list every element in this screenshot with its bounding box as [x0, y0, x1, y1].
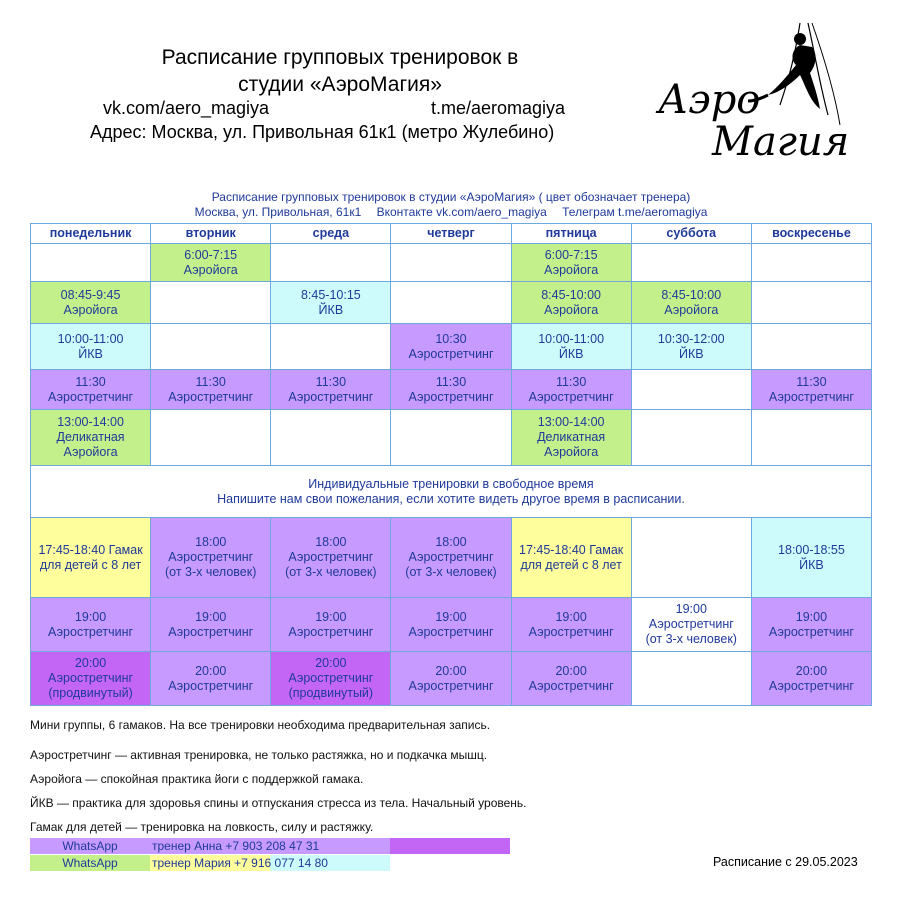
- session-text: 13:00-14:00: [57, 415, 124, 429]
- schedule-cell[interactable]: [271, 282, 391, 324]
- session-text: ЙКВ: [318, 302, 344, 317]
- schedule-row: [31, 518, 872, 598]
- session-text: Аэростретчинг: [48, 671, 134, 685]
- schedule-cell: [631, 370, 751, 410]
- session-text: 19:00: [555, 609, 587, 624]
- schedule-cell[interactable]: [391, 370, 511, 410]
- schedule-cell[interactable]: [391, 518, 511, 598]
- session-text: (от 3-х человек): [405, 565, 497, 579]
- schedule-cell[interactable]: [31, 410, 151, 466]
- vk-link[interactable]: vk.com/aero_magiya: [103, 98, 270, 118]
- caption-vk: Вконтакте vk.com/aero_magiya: [376, 205, 547, 219]
- session-text: Аэростретчинг: [648, 617, 734, 631]
- session-text: (продвинутый): [48, 686, 133, 700]
- session-text: Аэростретчинг: [288, 624, 374, 639]
- session-text: Аэройога: [63, 445, 118, 459]
- session-text: 6:00-7:15: [544, 247, 598, 262]
- session-text: 20:00: [315, 656, 347, 670]
- session-text: Аэростретчинг: [168, 624, 254, 639]
- legend-ykv: ЙКВ — практика для здоровья спины и отпускания стресса из тела. Начальный уровень.: [30, 796, 527, 810]
- session-text: Аэростретчинг: [528, 624, 614, 639]
- schedule-cell[interactable]: [751, 598, 871, 652]
- trainer-anna-phone[interactable]: тренер Анна +7 903 208 47 31: [152, 839, 320, 853]
- schedule-cell: [631, 518, 751, 598]
- session-text: Аэростретчинг: [408, 346, 494, 361]
- schedule-cell[interactable]: [511, 244, 631, 282]
- session-text: (от 3-х человек): [165, 565, 257, 579]
- trainer-maria-phone[interactable]: тренер Мария +7 916 077 14 80: [152, 856, 328, 870]
- session-text: (от 3-х человек): [285, 565, 377, 579]
- schedule-cell[interactable]: [151, 598, 271, 652]
- session-text: Аэростретчинг: [768, 389, 854, 404]
- session-text: 11:30: [75, 374, 106, 389]
- title-line-1: Расписание групповых тренировок в: [161, 46, 519, 69]
- whatsapp-maria-label[interactable]: WhatsApp: [62, 856, 118, 870]
- session-text: 8:45-10:15: [300, 287, 361, 302]
- logo-text-aero: Аэро: [658, 77, 761, 123]
- schedule-cell[interactable]: [271, 370, 391, 410]
- schedule-cell: [751, 282, 871, 324]
- session-text: 11:30: [555, 374, 587, 389]
- session-text: Аэростретчинг: [768, 678, 854, 693]
- session-text: Аэростретчинг: [408, 389, 494, 404]
- day-header: пятница: [511, 224, 631, 244]
- legend-kids: Гамак для детей — тренировка на ловкость, силу и растяжку.: [30, 820, 374, 834]
- schedule-cell: [151, 282, 271, 324]
- schedule-cell[interactable]: [151, 244, 271, 282]
- schedule-cell: [631, 244, 751, 282]
- session-text: Аэростретчинг: [48, 389, 134, 404]
- session-text: 18:00-18:55: [778, 542, 845, 557]
- legend-mini: Мини группы, 6 гамаков. На все тренировки необходима предварительная запись.: [30, 718, 491, 732]
- session-text: Аэростретчинг: [408, 678, 494, 693]
- session-text: для детей с 8 лет: [520, 557, 622, 572]
- schedule-cell[interactable]: [511, 324, 631, 370]
- schedule-cell[interactable]: [511, 410, 631, 466]
- session-text: 6:00-7:15: [184, 247, 238, 262]
- schedule-cell: [31, 244, 151, 282]
- schedule-cell: [271, 244, 391, 282]
- session-text: Аэростретчинг: [408, 624, 494, 639]
- session-text: Аэростретчинг: [288, 671, 374, 685]
- schedule-cell[interactable]: [511, 370, 631, 410]
- schedule-cell[interactable]: [511, 282, 631, 324]
- session-text: Аэростретчинг: [408, 550, 494, 564]
- schedule-cell[interactable]: [31, 598, 151, 652]
- legend-aeroyoga: Аэройога — спокойная практика йоги с поддержкой гамака.: [30, 772, 364, 786]
- session-text: Аэростретчинг: [768, 624, 854, 639]
- session-text: Деликатная: [56, 430, 125, 444]
- day-header: вторник: [151, 224, 271, 244]
- legend-aerostretch: Аэростретчинг — активная тренировка, не только растяжка, но и подкачка мышц.: [30, 748, 488, 762]
- session-text: Аэростретчинг: [48, 624, 134, 639]
- session-text: Аэройога: [544, 262, 599, 277]
- schedule-cell[interactable]: [31, 282, 151, 324]
- schedule-cell[interactable]: [751, 370, 871, 410]
- schedule-cell[interactable]: [271, 598, 391, 652]
- session-text: 11:30: [195, 374, 226, 389]
- session-text: 20:00: [435, 663, 467, 678]
- session-text: 19:00: [675, 602, 707, 616]
- schedule-cell[interactable]: [391, 598, 511, 652]
- schedule-cell: [271, 410, 391, 466]
- session-text: 20:00: [74, 656, 107, 670]
- day-header: понедельник: [31, 224, 151, 244]
- session-text: Аэройога: [544, 445, 599, 459]
- session-text: 17:45-18:40 Гамак: [38, 542, 143, 557]
- schedule-cell[interactable]: [631, 282, 751, 324]
- session-text: Аэростретчинг: [168, 678, 254, 693]
- session-text: 11:30: [796, 374, 827, 389]
- session-text: 19:00: [74, 609, 107, 624]
- schedule-row: [31, 324, 872, 370]
- individual-note-row: [31, 466, 872, 518]
- schedule-row: [31, 370, 872, 410]
- session-text: 10:30: [435, 331, 467, 346]
- schedule-row: [31, 282, 872, 324]
- session-text: Аэростретчинг: [168, 389, 254, 404]
- schedule-cell[interactable]: [391, 324, 511, 370]
- session-text: 8:45-10:00: [541, 287, 602, 302]
- session-text: Деликатная: [537, 430, 606, 444]
- schedule-caption-contacts: [30, 205, 872, 220]
- day-header: четверг: [391, 224, 511, 244]
- schedule-cell[interactable]: [631, 598, 751, 652]
- individual-note: [31, 466, 872, 518]
- session-text: ЙКВ: [78, 346, 103, 361]
- schedule-row: [31, 244, 872, 282]
- session-text: Аэройога: [63, 302, 118, 317]
- schedule-cell[interactable]: [511, 518, 631, 598]
- schedule-cell: [631, 410, 751, 466]
- schedule-cell[interactable]: [391, 652, 511, 706]
- session-text: для детей с 8 лет: [39, 557, 142, 572]
- telegram-link[interactable]: t.me/aeromagiya: [431, 98, 566, 118]
- session-text: 11:30: [435, 374, 467, 389]
- session-text: 20:00: [555, 663, 587, 678]
- schedule-cell[interactable]: [751, 518, 871, 598]
- session-text: 19:00: [195, 609, 227, 624]
- schedule-cell: [151, 410, 271, 466]
- schedule-cell[interactable]: [151, 652, 271, 706]
- session-text: ЙКВ: [799, 557, 824, 572]
- session-text: Аэростретчинг: [288, 550, 374, 564]
- session-text: 8:45-10:00: [661, 287, 722, 302]
- session-text: Аэростретчинг: [168, 550, 254, 564]
- whatsapp-anna-label[interactable]: WhatsApp: [62, 839, 118, 853]
- schedule-cell: [751, 244, 871, 282]
- schedule-row: [31, 410, 872, 466]
- schedule-cell[interactable]: [511, 598, 631, 652]
- schedule-cell[interactable]: [31, 324, 151, 370]
- schedule-cell: [631, 652, 751, 706]
- session-text: 10:00-11:00: [538, 331, 605, 346]
- caption-telegram: Телеграм t.me/aeromagiya: [562, 205, 708, 219]
- session-text: 11:30: [315, 374, 347, 389]
- schedule-cell[interactable]: [511, 652, 631, 706]
- schedule-row: [31, 652, 872, 706]
- schedule-cell: [751, 410, 871, 466]
- session-text: 19:00: [795, 609, 828, 624]
- schedule-cell: [751, 324, 871, 370]
- title-line-2: студии «АэроМагия»: [238, 73, 442, 96]
- session-text: (от 3-х человек): [645, 632, 737, 646]
- schedule-caption: Расписание групповых тренировок в студии «АэроМагия» ( цвет обозначает тренера): [211, 190, 691, 204]
- session-text: (продвинутый): [288, 686, 374, 700]
- schedule-cell[interactable]: [31, 652, 151, 706]
- day-header: суббота: [631, 224, 751, 244]
- schedule-since-date: Расписание с 29.05.2023: [713, 855, 858, 869]
- schedule-cell[interactable]: [31, 518, 151, 598]
- logo-text-magiya: Магия: [712, 119, 850, 165]
- schedule-cell: [391, 244, 511, 282]
- header-title: [60, 44, 620, 98]
- schedule-cell: [391, 282, 511, 324]
- schedule-cell: [271, 324, 391, 370]
- individual-note-text: Напишите нам свои пожелания, если хотите видеть другое время в расписании.: [217, 491, 685, 506]
- session-text: 18:00: [315, 535, 347, 549]
- days-header-row: [31, 224, 872, 244]
- aeromagiya-logo: [650, 15, 875, 175]
- session-text: 10:30-12:00: [657, 331, 725, 346]
- whatsapp-anna-accent: [390, 838, 510, 854]
- day-header: среда: [271, 224, 391, 244]
- session-text: ЙКВ: [558, 346, 584, 361]
- session-text: Аэростретчинг: [528, 389, 614, 404]
- session-text: 10:00-11:00: [57, 331, 124, 346]
- schedule-table: [30, 223, 872, 706]
- session-text: Аэростретчинг: [528, 678, 614, 693]
- schedule-cell[interactable]: [631, 324, 751, 370]
- schedule-cell[interactable]: [271, 518, 391, 598]
- session-text: 08:45-9:45: [60, 287, 121, 302]
- schedule-block: [30, 190, 872, 706]
- individual-note-text: Индивидуальные тренировки в свободное время: [308, 476, 594, 491]
- schedule-cell[interactable]: [31, 370, 151, 410]
- schedule-cell[interactable]: [751, 652, 871, 706]
- session-text: 19:00: [315, 609, 347, 624]
- session-text: 18:00: [195, 535, 227, 549]
- session-text: Аэростретчинг: [288, 389, 374, 404]
- session-text: Аэройога: [664, 302, 719, 317]
- session-text: 18:00: [435, 535, 467, 549]
- session-text: 20:00: [195, 663, 227, 678]
- schedule-cell[interactable]: [271, 652, 391, 706]
- session-text: ЙКВ: [678, 346, 704, 361]
- session-text: 19:00: [435, 609, 467, 624]
- schedule-cell[interactable]: [151, 370, 271, 410]
- studio-address: Адрес: Москва, ул. Привольная 61к1 (метро Жулебино): [90, 122, 555, 142]
- schedule-row: [31, 598, 872, 652]
- session-text: Аэройога: [183, 262, 238, 277]
- caption-address: Москва, ул. Привольная, 61к1: [194, 205, 362, 219]
- schedule-cell[interactable]: [151, 518, 271, 598]
- schedule-cell: [151, 324, 271, 370]
- session-text: 17:45-18:40 Гамак: [519, 542, 624, 557]
- day-header: воскресенье: [751, 224, 871, 244]
- schedule-cell: [391, 410, 511, 466]
- session-text: 20:00: [795, 663, 828, 678]
- session-text: Аэройога: [544, 302, 599, 317]
- session-text: 13:00-14:00: [537, 415, 605, 429]
